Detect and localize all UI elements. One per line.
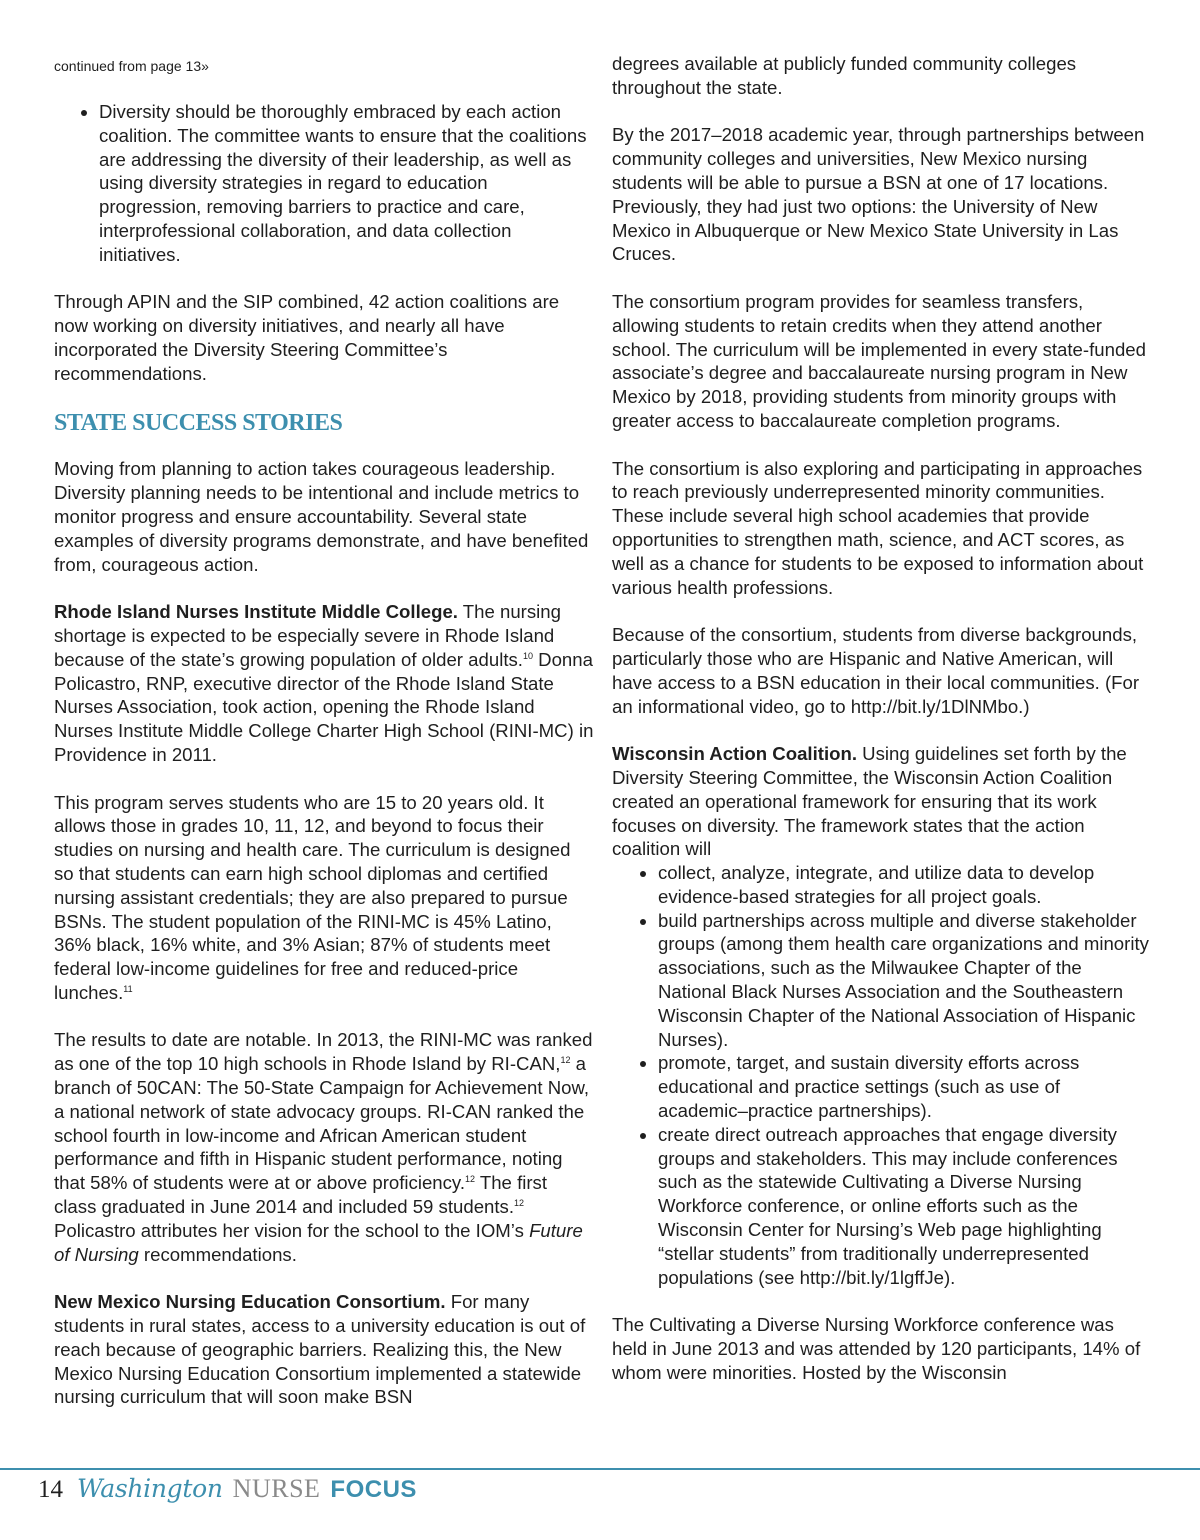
paragraph-seamless: The consortium program provides for seamless transfers, allowing students to retain credits when they attend another school. The curriculum will be implemented in every state-funded associate’s degree and baccalaureate nursing program in New Mexico by 2018, providing students from minority groups with greater access to baccalaureate completion programs. [612,290,1146,431]
section-heading: STATE SUCCESS STORIES [54,410,343,437]
paragraph-exploring: The consortium is also exploring and participating in approaches to reach previously underrepresented minority communities. These include several high school academies that provide opportunities to strengthen math, science, and ACT scores, as well as a chance for students to be exposed to information about various health professions. [612,457,1144,598]
page-footer [38,1474,417,1506]
footnote-ref: 12 [465,1174,476,1185]
right-column [612,52,1152,1408]
paragraph-2017: By the 2017–2018 academic year, through partnerships between community colleges and universities, New Mexico nursing students will be able to pursue a BSN at one of 17 locations. Previously, they had just two options: the University of New Mexico in Albuquerque or New Mexico State University in Las Cruces. [612,124,1145,265]
wisconsin-bullet-list [612,861,1152,1289]
paragraph-program [54,791,594,1005]
report-title: Future of Nursing [54,1219,583,1265]
list-item: • Diversity should be thoroughly embraced by each action coalition. The committee wants to ensure that the coalitions are addressing the diversity of their leadership, as well as using diversity strategies in regard to education progression, removing barriers to practice and care, interprofessional collaboration, and data collection initiatives. [99,100,594,267]
footnote-ref: 10 [522,650,533,661]
publication-name-focus: FOCUS [330,1476,417,1503]
list-item: • collect, analyze, integrate, and utilize data to develop evidence-based strategies for all project goals. [658,861,1152,909]
paragraph-new-mexico [54,1290,594,1409]
wisconsin-text: Using guidelines set forth by the Diversity Steering Committee, the Wisconsin Action Coalition created an operational framework for ensuring that its work focuses on diversity. The framework states that the action coalition will [612,743,1127,860]
results-text-4: Policastro attributes her vision for the school to the IOM’s [54,1219,530,1241]
list-item: • promote, target, and sustain diversity efforts across educational and practice settings (such as use of academic–practice partnerships). [658,1051,1152,1122]
results-text-5: recommendations. [138,1243,297,1265]
page-number: 14 [38,1476,63,1503]
footnote-ref: 12 [514,1197,525,1208]
publication-name-script: Washington [77,1474,223,1503]
paragraph-wisconsin [612,742,1152,861]
new-mexico-lead: New Mexico Nursing Education Consortium. [54,1291,446,1313]
footer-rule [0,1468,1200,1470]
paragraph-because: Because of the consortium, students from diverse backgrounds, particularly those who are Hispanic and Native American, will have access to a BSN education in their local communities. (For an informational video, go to http://bit.ly/1DlNMbo.) [612,624,1140,717]
results-text-3: The first class graduated in June 2014 and included 59 students. [54,1172,548,1218]
rhode-island-text-2: Donna Policastro, RNP, executive director of the Rhode Island State Nurses Association, took action, opening the Rhode Island Nurses Institute Middle College Charter High School (RINI-MC) in Providence in 2011. [54,648,594,765]
paragraph-moving: Moving from planning to action takes courageous leadership. Diversity planning needs to be intentional and include metrics to monitor progress and ensure accountability. Several state examples of diversity programs demonstrate, and have benefited from, courageous action. [54,458,589,575]
rhode-island-text-1: The nursing shortage is expected to be especially severe in Rhode Island because of the state’s growing population of older adults. [54,601,561,670]
footnote-ref: 12 [560,1055,571,1066]
paragraph-degrees: degrees available at publicly funded community colleges throughout the state. [612,53,1077,98]
results-text-1: The results to date are notable. In 2013, the RINI-MC was ranked as one of the top 10 high schools in Rhode Island by RI-CAN, [54,1029,593,1075]
new-mexico-text: For many students in rural states, access to a university education is out of reach because of geographic barriers. Realizing this, the New Mexico Nursing Education Consortium implemented a statewide nursing curriculum that will soon make BSN [54,1291,586,1408]
continued-note: continued from page 13» [54,58,209,74]
footnote-ref: 11 [123,983,133,994]
paragraph-apin: Through APIN and the SIP combined, 42 action coalitions are now working on diversity initiatives, and nearly all have incorporated the Diversity Steering Committee’s recommendations. [54,291,560,384]
results-text-2: a branch of 50CAN: The 50-State Campaign for Achievement Now, a national network of state advocacy groups. RI-CAN ranked the school fourth in low-income and African American student performance and fifth in Hispanic student performance, noting that 58% of students were at or above proficiency. [54,1053,590,1194]
diversity-bullet-list [54,100,594,267]
list-item: • build partnerships across multiple and diverse stakeholder groups (among them health care organizations and minority associations, such as the Milwaukee Chapter of the National Black Nurses Association and the Southeastern Wisconsin Chapter of the National Association of Hispanic Nurses). [658,909,1152,1052]
paragraph-rhode-island [54,600,594,767]
paragraph-conference: The Cultivating a Diverse Nursing Workforce conference was held in June 2013 and was attended by 120 participants, 14% of whom were minorities. Hosted by the Wisconsin [612,1314,1141,1383]
rhode-island-lead: Rhode Island Nurses Institute Middle College. [54,601,458,623]
paragraph-results [54,1028,594,1266]
wisconsin-lead: Wisconsin Action Coalition. [612,743,857,765]
left-column [54,52,594,1433]
list-item: • create direct outreach approaches that engage diversity groups and stakeholders. This may include conferences such as the statewide Cultivating a Diverse Nursing Workforce conference, or online efforts such as the Wisconsin Center for Nursing’s Web page highlighting “stellar students” from traditionally underrepresented populations (see http://bit.ly/1lgffJe). [658,1123,1152,1290]
publication-name-nurse: NURSE [232,1474,321,1503]
program-text: This program serves students who are 15 to 20 years old. It allows those in grades 10, 11, 12, and beyond to focus their studies on nursing and health care. The curriculum is designed so that students can earn high school diplomas and certified nursing assistant credentials; they are also prepared to pursue BSNs. The student population of the RINI-MC is 45% Latino, 36% black, 16% white, and 3% Asian; 87% of students meet federal low-income guidelines for free and reduced-price lunches. [54,791,571,1003]
